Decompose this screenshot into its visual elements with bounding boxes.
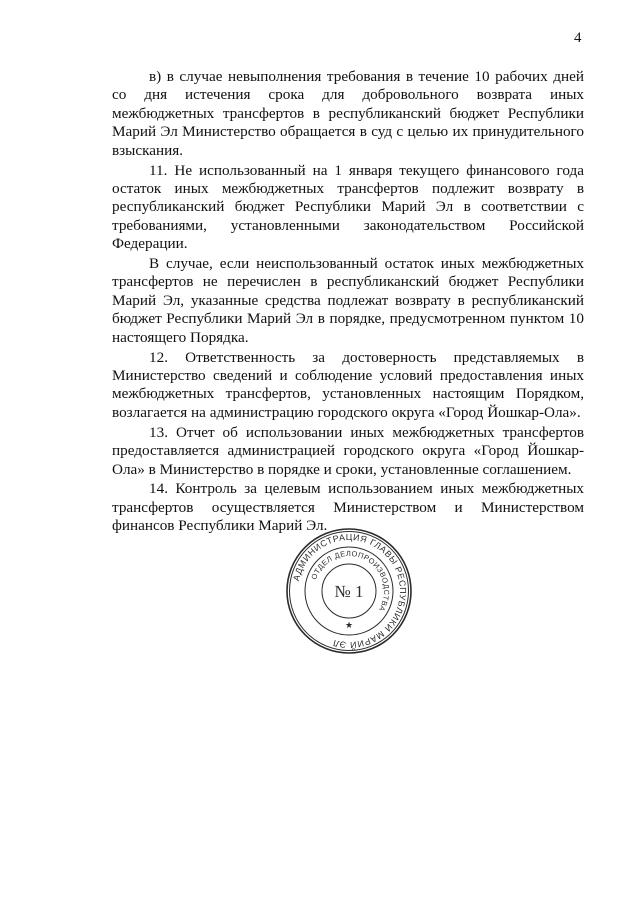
stamp-star-icon: ★ — [344, 620, 354, 630]
paragraph-12: 12. Ответственность за достоверность представляемых в Министерство сведений и соблюдение условий предоставления иных межбюджетных трансфертов, установленных настоящим Порядком, возлагается на администрацию городского округа «Город Йошкар-Ола». — [112, 348, 584, 421]
official-stamp — [285, 527, 413, 655]
paragraph-13: 13. Отчет об использовании иных межбюджетных трансфертов предоставляется администрацией городского округа «Город Йошкар-Ола» в Министерство в порядке и сроки, установленные соглашением. — [112, 423, 584, 478]
document-body — [112, 68, 584, 536]
page-number: 4 — [574, 30, 582, 46]
paragraph-14: 14. Контроль за целевым использованием иных межбюджетных трансфертов осуществляется Министерством и Министерством финансов Республики Марий Эл. — [112, 480, 584, 535]
paragraph-subitem-v: в) в случае невыполнения требования в течение 10 рабочих дней со дня истечения срока для добровольного возврата иных межбюджетных трансфертов в республиканский бюджет Республики Марий Эл Министерство обращается в суд с целью их принудительного взыскания. — [112, 68, 584, 159]
paragraph-11-continuation: В случае, если неиспользованный остаток иных межбюджетных трансфертов не перечислен в республиканский бюджет Республики Марий Эл, указанные средства подлежат возврату в республиканский бюджет Республики Марий Эл в порядке, предусмотренном пунктом 10 настоящего Порядка. — [112, 255, 584, 346]
stamp-outer-text: АДМИНИСТРАЦИЯ ГЛАВЫ РЕСПУБЛИКИ МАРИЙ ЭЛ — [291, 531, 409, 651]
stamp-number: № 1 — [334, 582, 364, 601]
stamp-inner-text: ОТДЕЛ ДЕЛОПРОИЗВОДСТВА — [309, 548, 392, 614]
stamp-graphic — [285, 527, 413, 655]
paragraph-11: 11. Не использованный на 1 января текущего финансового года остаток иных межбюджетных трансфертов подлежит возврату в республиканский бюджет Республики Марий Эл в соответствии с требованиями, установленными законодательством Российской Федерации. — [112, 161, 584, 253]
